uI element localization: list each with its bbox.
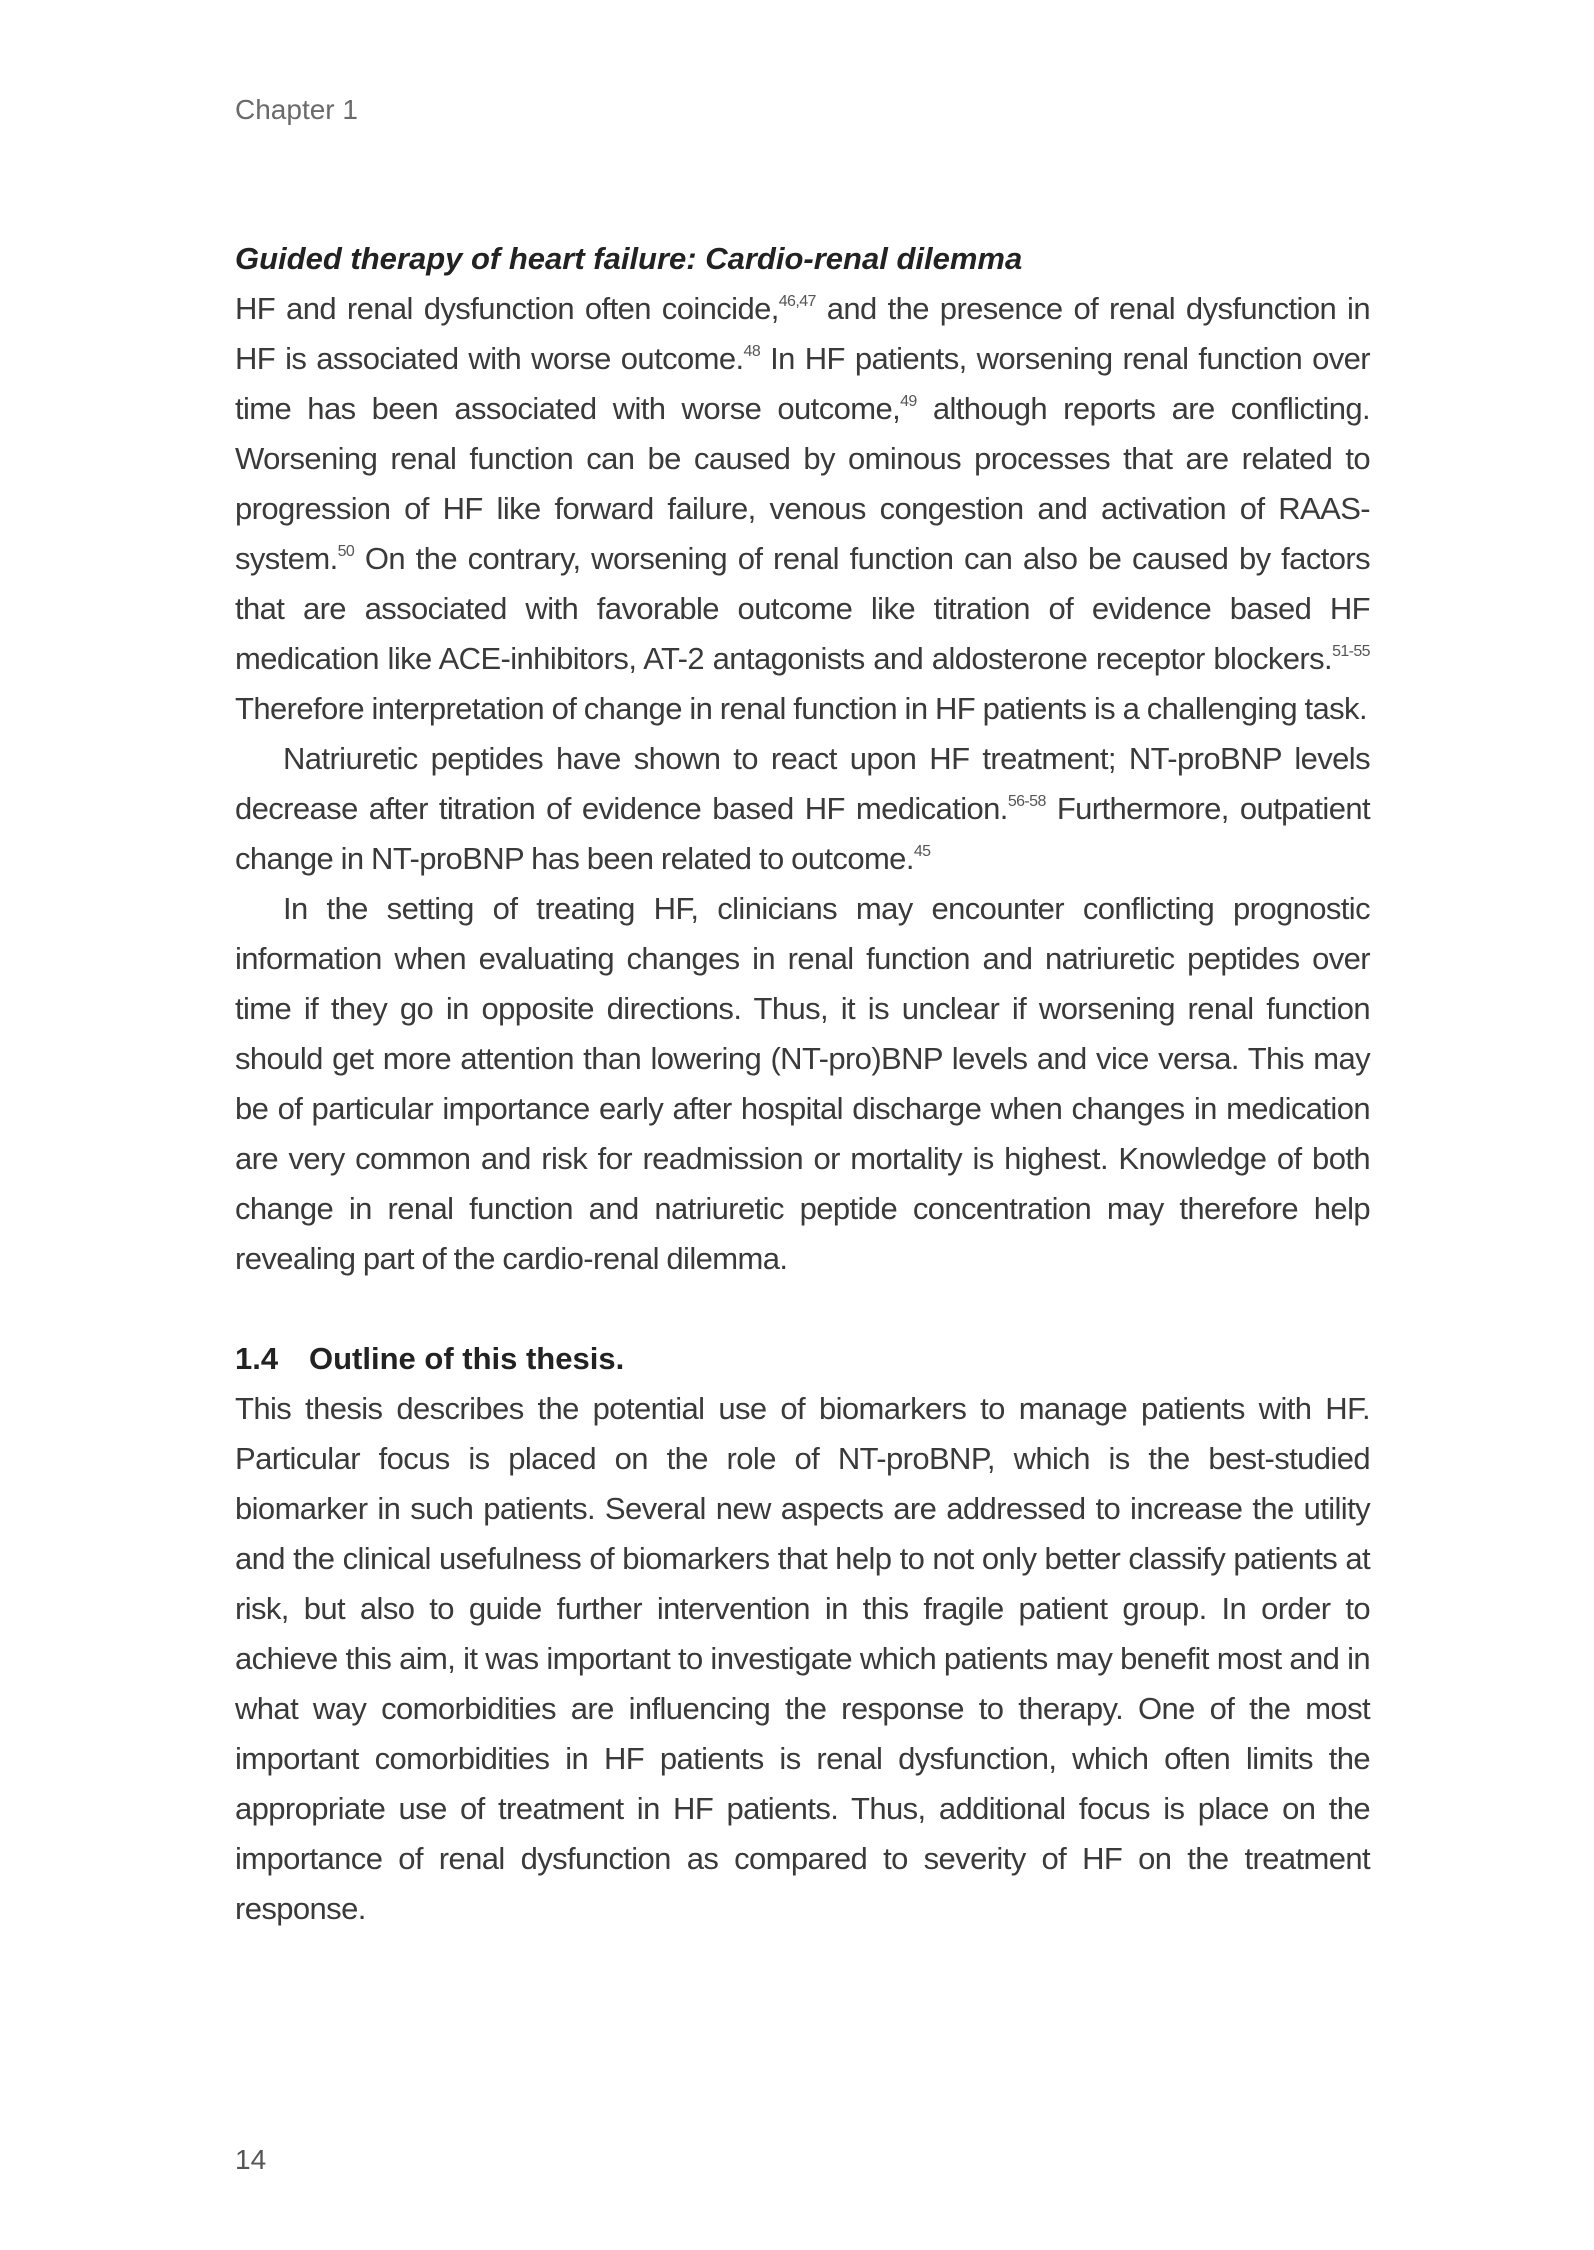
text-run: Natriuretic peptides have shown to react upon HF treatment; NT-proBNP levels decrease after titration of evidence based HF medication.	[235, 741, 1370, 826]
section-spacer	[235, 1284, 1370, 1334]
text-run: On the contrary, worsening of renal function can also be caused by factors that are associated with favorable outcome like titration of evidence based HF medication like ACE-inhibitors, AT-2 antagonists and aldosterone receptor blockers.	[235, 541, 1370, 676]
reference-superscript: 51-55	[1332, 643, 1370, 660]
reference-superscript: 45	[913, 843, 931, 860]
text-run: and the presence of renal dysfunction in HF is associated with worse outcome.	[235, 291, 1370, 376]
page-number: 14	[235, 2144, 267, 2175]
text-run: Therefore interpretation of change in renal function in HF patients is a challenging task.	[235, 691, 1367, 726]
running-header: Chapter 1	[235, 94, 358, 125]
section-number: 1.4	[235, 1341, 279, 1376]
paragraph-renal-dysfunction	[235, 284, 1370, 734]
text-run: In HF patients, worsening renal function over time has been associated with worse outcome,	[235, 341, 1371, 426]
section-title: Outline of this thesis.	[309, 1341, 625, 1376]
text-run: although reports are conflicting. Worsening renal function can be caused by ominous processes that are related to progression of HF like forward failure, venous congestion and activation of RAAS-system.	[235, 391, 1370, 576]
section-heading-outline	[235, 1334, 1370, 1384]
paragraph-natriuretic-peptides	[235, 734, 1370, 884]
text-run: Furthermore, outpatient change in NT-proBNP has been related to outcome.	[235, 791, 1370, 876]
reference-superscript: 46,47	[778, 293, 816, 310]
reference-superscript: 50	[337, 543, 355, 560]
main-content	[235, 234, 1370, 1934]
reference-superscript: 48	[743, 343, 761, 360]
reference-superscript: 56-58	[1007, 793, 1046, 810]
section-heading-cardio-renal: Guided therapy of heart failure: Cardio-renal dilemma	[235, 241, 1023, 276]
paragraph-conflicting-information: In the setting of treating HF, clinicians may encounter conflicting prognostic information when evaluating changes in renal function and natriuretic peptides over time if they go in opposite directions. Thus, it is unclear if worsening renal function should get more attention than lowering (NT-pro)BNP levels and vice versa. This may be of particular importance early after hospital discharge when changes in medication are very common and risk for readmission or mortality is highest. Knowledge of both change in renal function and natriuretic peptide concentration may therefore help revealing part of the cardio-renal dilemma.	[235, 891, 1370, 1276]
reference-superscript: 49	[900, 393, 917, 410]
text-run: HF and renal dysfunction often coincide,	[235, 291, 779, 326]
paragraph-thesis-outline: This thesis describes the potential use of biomarkers to manage patients with HF. Particular focus is placed on the role of NT-proBNP, which is the best-studied biomarker in such patients. Several new aspects are addressed to increase the utility and the clinical usefulness of biomarkers that help to not only better classify patients at risk, but also to guide further intervention in this fragile patient group. In order to achieve this aim, it was important to investigate which patients may benefit most and in what way comorbidities are influencing the response to therapy. One of the most important comorbidities in HF patients is renal dysfunction, which often limits the appropriate use of treatment in HF patients. Thus, additional focus is place on the importance of renal dysfunction as compared to severity of HF on the treatment response.	[235, 1391, 1370, 1926]
